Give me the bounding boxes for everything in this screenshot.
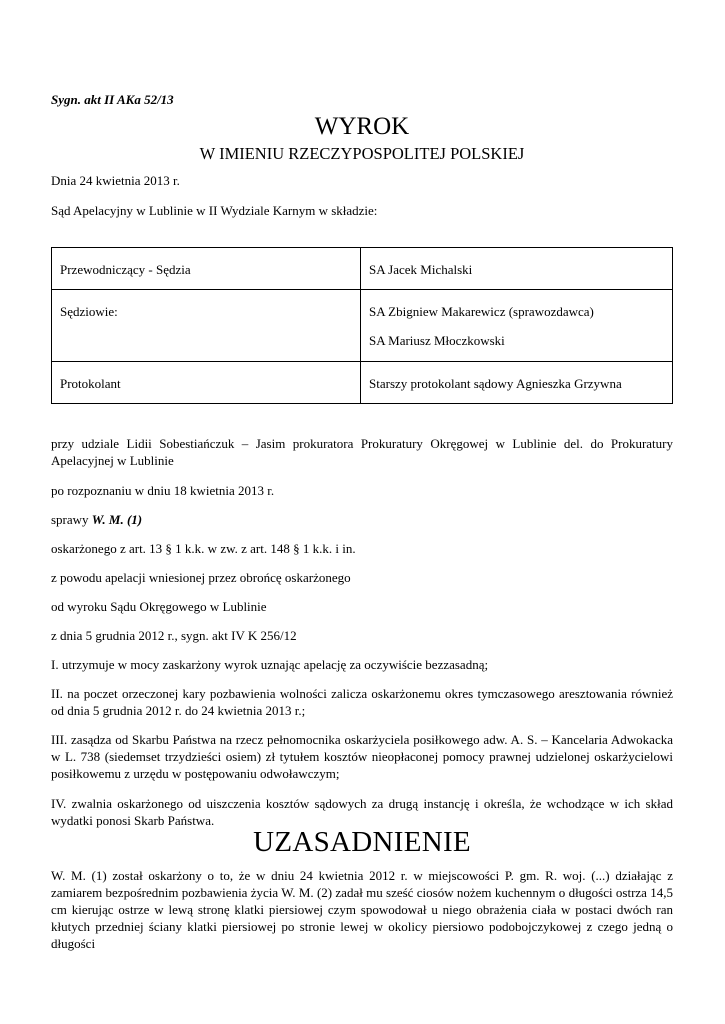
justification-text: W. M. (1) został oskarżony o to, że w dniu 24 kwietnia 2012 r. w miejscowości P. gm. R. woj. (...) działając z zamiarem bezpośrednim pozbawienia życia W. M. (2) zadał mu sześć ciosów nożem kuchennym o długości ostrza 14,5 cm kierując ostrze w lewą stronę klatki piersiowej czym spowodował u niego obrażenia ciała w postaci dwóch ran kłutych przedniej ściany klatki piersiowej po stronie lewej w okolicy piersiowo podobojczykowej z czego jedną o długości	[51, 868, 673, 951]
judgment-date: Dnia 24 kwietnia 2013 r.	[51, 173, 180, 188]
verdict-item: IV. zwalnia oskarżonego od uiszczenia kosztów sądowych za drugą instancję i określa, że wchodzące w ich skład wydatki ponosi Skarb Państwa.	[51, 796, 673, 828]
document-title: WYROK	[314, 113, 410, 140]
verdict-item: II. na poczet orzeczonej kary pozbawienia wolności zalicza oskarżonemu okres tymczasowego aresztowania również od dnia 5 grudnia 2012 r. do 24 kwietnia 2013 r.;	[51, 686, 673, 718]
judgment-origin-line: od wyroku Sądu Okręgowego w Lublinie	[51, 599, 267, 614]
defendant-name: W. M. (1)	[91, 512, 143, 527]
hearing-date: po rozpoznaniu w dniu 18 kwietnia 2013 r.	[51, 483, 275, 498]
composition-role: Sędziowie:	[52, 290, 361, 362]
composition-role: Przewodniczący - Sędzia	[52, 248, 361, 290]
court-composition-intro: Sąd Apelacyjny w Lublinie w II Wydziale Karnym w składzie:	[51, 203, 378, 218]
judgment-date-line: z dnia 5 grudnia 2012 r., sygn. akt IV K 256/12	[51, 628, 297, 643]
composition-row	[52, 248, 673, 290]
prosecutor-paragraph: przy udziale Lidii Sobestiańczuk – Jasim prokuratora Prokuratury Okręgowej w Lublinie del. do Prokuratury Apelacyjnej w Lublinie	[51, 436, 673, 468]
verdict-item: I. utrzymuje w mocy zaskarżony wyrok uznając apelację za oczywiście bezzasadną;	[51, 657, 489, 672]
verdict-item: III. zasądza od Skarbu Państwa na rzecz pełnomocnika oskarżyciela posiłkowego adw. A. S. – Kancelaria Adwokacka w L. 738 (siedemset trzydzieści osiem) zł tytułem kosztów nieopłaconej pomocy prawnej udzielonej oskarżycielowi posiłkowemu z urzędu w postępowaniu odwoławczym;	[51, 732, 673, 781]
composition-role: Protokolant	[52, 362, 361, 404]
composition-names: Starszy protokolant sądowy Agnieszka Grzywna	[361, 362, 673, 404]
composition-names: SA Zbigniew Makarewicz (sprawozdawca) SA Mariusz Młoczkowski	[361, 290, 673, 362]
case-signature: Sygn. akt II AKa 52/13	[51, 92, 174, 107]
composition-row	[52, 362, 673, 404]
court-composition-table	[51, 247, 673, 404]
composition-row	[52, 290, 673, 362]
appeal-line: z powodu apelacji wniesionej przez obrońcę oskarżonego	[51, 570, 351, 585]
justification-heading: UZASADNIENIE	[253, 826, 471, 858]
composition-names: SA Jacek Michalski	[361, 248, 673, 290]
document-subtitle: W IMIENIU RZECZYPOSPOLITEJ POLSKIEJ	[199, 144, 525, 163]
charge-line: oskarżonego z art. 13 § 1 k.k. w zw. z art. 148 § 1 k.k. i in.	[51, 541, 356, 556]
case-line: sprawy W. M. (1)	[51, 512, 143, 527]
